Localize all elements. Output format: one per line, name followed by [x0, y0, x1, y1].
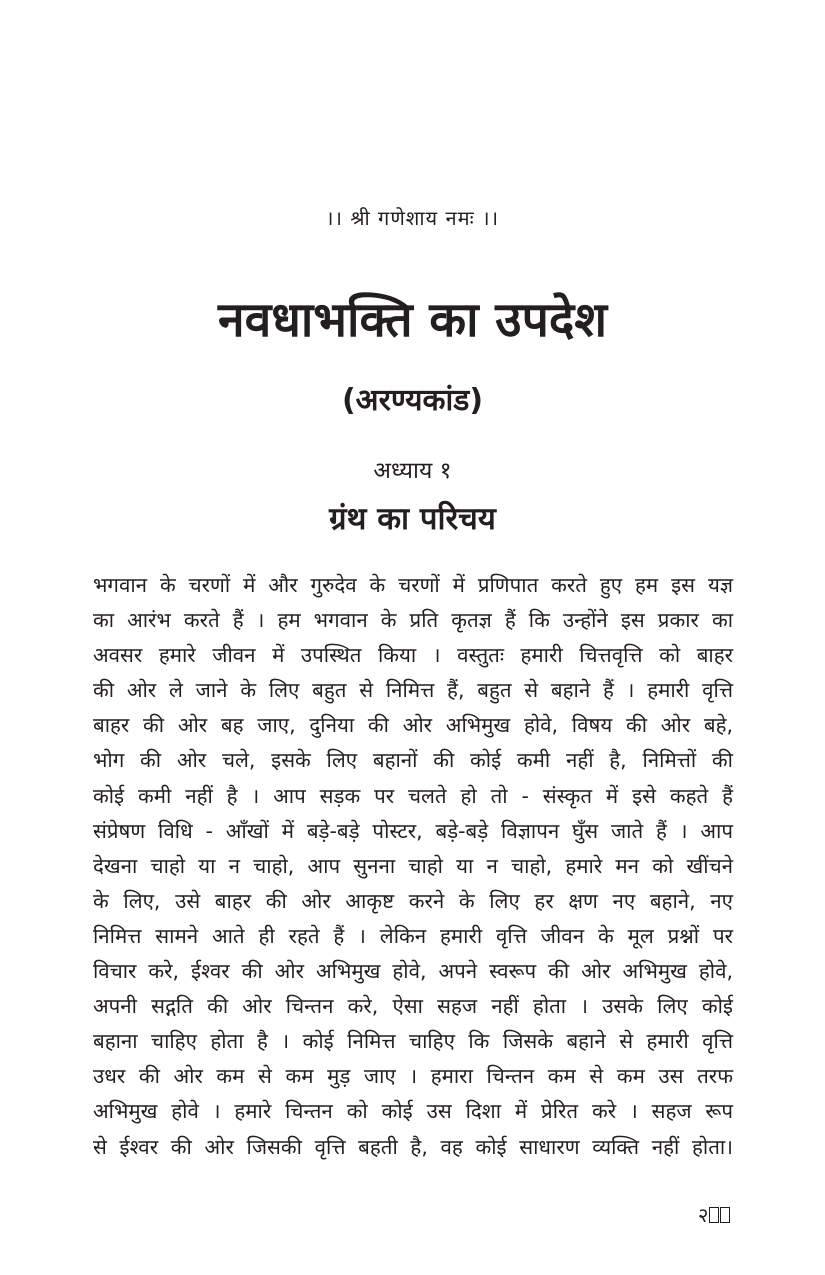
chapter-title: ग्रंथ का परिचय — [329, 501, 496, 537]
page-number — [698, 1201, 730, 1229]
missing-glyph-box — [709, 1207, 719, 1223]
body-line: विचार करे, ईश्वर की ओर अभिमुख होवे, अपने स्वरूप की ओर अभिमुख होवे, — [93, 959, 733, 984]
body-line: का आरंभ करते हैं । हम भगवान के प्रति कृतज्ञ हैं कि उन्होंने इस प्रकार का — [93, 608, 733, 633]
missing-glyph-box — [720, 1207, 730, 1223]
body-line: संप्रेषण विधि - आँखों में बड़े-बड़े पोस्टर, बड़े-बड़े विज्ञापन घुँस जाते हैं । आप — [93, 818, 733, 843]
section-subtitle: (अरण्यकांड) — [341, 383, 484, 418]
body-line: उधर की ओर कम से कम मुड़ जाए । हमारा चिन्तन कम से कम उस तरफ — [93, 1064, 733, 1089]
body-line: अभिमुख होवे । हमारे चिन्तन को कोई उस दिशा में प्रेरित करे । सहज रूप — [93, 1099, 733, 1124]
page-number-digit: २ — [698, 1203, 709, 1227]
body-line: बाहर की ओर बह जाए, दुनिया की ओर अभिमुख होवे, विषय की ओर बहे, — [93, 713, 733, 738]
page-title: नवधाभक्ति का उपदेश — [218, 292, 607, 348]
invocation-line: ।। श्री गणेशाय नमः ।। — [325, 206, 500, 230]
body-line: निमित्त सामने आते ही रहते हैं । लेकिन हमारी वृत्ति जीवन के मूल प्रश्नों पर — [93, 923, 733, 948]
body-line: अपनी सद्गति की ओर चिन्तन करे, ऐसा सहज नहीं होता । उसके लिए कोई — [93, 994, 733, 1019]
chapter-label: अध्याय १ — [373, 458, 452, 484]
body-line: अवसर हमारे जीवन में उपस्थित किया । वस्तुतः हमारी चित्तवृत्ति को बाहर — [93, 643, 733, 668]
body-line: भगवान के चरणों में और गुरुदेव के चरणों में प्रणिपात करते हुए हम इस यज्ञ — [93, 573, 733, 597]
body-line: बहाना चाहिए होता है । कोई निमित्त चाहिए कि जिसके बहाने से हमारी वृत्ति — [93, 1029, 733, 1054]
body-paragraph — [93, 568, 733, 1165]
body-line: से ईश्वर की ओर जिसकी वृत्ति बहती है, वह कोई साधारण व्यक्ति नहीं होता। — [93, 1134, 733, 1159]
body-line: भोग की ओर चले, इसके लिए बहानों की कोई कमी नहीं है, निमित्तों की — [93, 748, 733, 773]
body-line: कोई कमी नहीं है । आप सड़क पर चलते हो तो - संस्कृत में इसे कहते हैं — [93, 783, 733, 808]
body-line: देखना चाहो या न चाहो, आप सुनना चाहो या न चाहो, हमारे मन को खींचने — [93, 853, 733, 878]
body-line: की ओर ले जाने के लिए बहुत से निमित्त हैं, बहुत से बहाने हैं । हमारी वृत्ति — [93, 678, 733, 703]
body-line: के लिए, उसे बाहर की ओर आकृष्ट करने के लिए हर क्षण नए बहाने, नए — [93, 888, 733, 913]
